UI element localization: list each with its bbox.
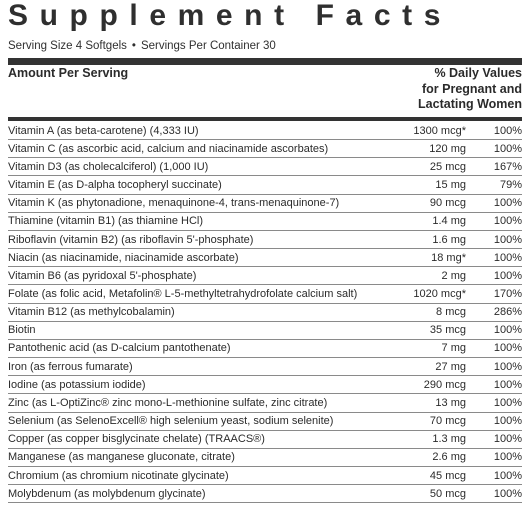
nutrient-name: Chromium (as chromium nicotinate glycinate) — [8, 469, 229, 482]
nutrient-row — [8, 304, 522, 322]
nutrient-amount: 2 mg — [441, 269, 466, 282]
nutrient-daily-value: 100% — [493, 142, 522, 155]
nutrient-amount: 1.4 mg — [432, 215, 466, 228]
nutrient-row — [8, 176, 522, 194]
nutrient-row — [8, 195, 522, 213]
nutrient-daily-value: 167% — [493, 160, 522, 173]
nutrient-daily-value: 100% — [493, 124, 522, 137]
nutrient-row — [8, 213, 522, 231]
nutrient-amount: 13 mg — [435, 396, 466, 409]
nutrient-name: Vitamin E (as D-alpha tocopheryl succinate) — [8, 179, 222, 192]
nutrient-name: Copper (as copper bisglycinate chelate) (TRAACS®) — [8, 433, 265, 446]
nutrient-daily-value: 100% — [493, 451, 522, 464]
nutrient-row — [8, 376, 522, 394]
nutrient-row — [8, 467, 522, 485]
nutrient-row — [8, 285, 522, 303]
nutrient-daily-value: 100% — [493, 269, 522, 282]
nutrient-name: Zinc (as L-OptiZinc® zinc mono-L-methionine sulfate, zinc citrate) — [8, 396, 328, 409]
nutrient-row — [8, 267, 522, 285]
nutrient-row — [8, 358, 522, 376]
nutrient-daily-value: 100% — [493, 396, 522, 409]
nutrient-amount: 1020 mcg* — [413, 287, 466, 300]
nutrient-table — [8, 122, 522, 503]
serving-info — [8, 39, 522, 55]
nutrient-amount: 50 mcg — [429, 487, 466, 500]
nutrient-name: Vitamin K (as phytonadione, menaquinone-4, trans-menaquinone-7) — [8, 197, 340, 210]
nutrient-row — [8, 485, 522, 503]
nutrient-amount: 1300 mcg* — [413, 124, 466, 137]
nutrient-daily-value: 100% — [493, 378, 522, 391]
panel-title: Supplement Facts — [8, 0, 452, 32]
nutrient-amount: 2.6 mg — [432, 451, 466, 464]
nutrient-amount: 25 mcg — [429, 160, 466, 173]
nutrient-row — [8, 249, 522, 267]
servings-per-container: Servings Per Container 30 — [140, 40, 276, 52]
nutrient-amount: 35 mcg — [429, 324, 466, 337]
nutrient-daily-value: 79% — [499, 179, 522, 192]
nutrient-name: Molybdenum (as molybdenum glycinate) — [8, 487, 206, 500]
nutrient-daily-value: 100% — [493, 469, 522, 482]
nutrient-amount: 27 mg — [435, 360, 466, 373]
nutrient-name: Selenium (as SelenoExcell® high selenium yeast, sodium selenite) — [8, 415, 334, 428]
nutrient-amount: 7 mg — [441, 342, 466, 355]
nutrient-name: Folate (as folic acid, Metafolin® L-5-methyltetrahydrofolate calcium salt) — [8, 287, 358, 300]
nutrient-row — [8, 449, 522, 467]
nutrient-daily-value: 170% — [493, 287, 522, 300]
amount-per-serving-header: Amount Per Serving — [8, 66, 129, 80]
nutrient-amount: 120 mg — [429, 142, 466, 155]
nutrient-name: Vitamin A (as beta-carotene) (4,333 IU) — [8, 124, 199, 137]
column-header — [8, 65, 522, 117]
nutrient-name: Vitamin B6 (as pyridoxal 5'-phosphate) — [8, 269, 197, 282]
nutrient-row — [8, 231, 522, 249]
nutrient-row — [8, 394, 522, 412]
thick-divider — [8, 58, 522, 65]
serving-size: Serving Size 4 Softgels — [8, 40, 127, 52]
nutrient-daily-value: 100% — [493, 360, 522, 373]
nutrient-daily-value: 100% — [493, 215, 522, 228]
nutrient-name: Riboflavin (vitamin B2) (as riboflavin 5'-phosphate) — [8, 233, 254, 246]
nutrient-daily-value: 100% — [493, 415, 522, 428]
dv-header-line: % Daily Values — [434, 66, 522, 80]
nutrient-name: Iodine (as potassium iodide) — [8, 378, 146, 391]
nutrient-amount: 90 mcg — [429, 197, 466, 210]
nutrient-daily-value: 100% — [493, 324, 522, 337]
nutrient-daily-value: 286% — [493, 306, 522, 319]
nutrient-name: Vitamin C (as ascorbic acid, calcium and niacinamide ascorbates) — [8, 142, 329, 155]
bullet-separator: • — [131, 40, 136, 52]
nutrient-daily-value: 100% — [493, 487, 522, 500]
nutrient-row — [8, 340, 522, 358]
dv-header-line: Lactating Women — [418, 97, 522, 111]
nutrient-name: Manganese (as manganese gluconate, citrate) — [8, 451, 235, 464]
nutrient-name: Thiamine (vitamin B1) (as thiamine HCl) — [8, 215, 203, 228]
nutrient-name: Vitamin B12 (as methylcobalamin) — [8, 306, 175, 319]
nutrient-name: Iron (as ferrous fumarate) — [8, 360, 133, 373]
nutrient-daily-value: 100% — [493, 233, 522, 246]
nutrient-amount: 1.3 mg — [432, 433, 466, 446]
nutrient-daily-value: 100% — [493, 433, 522, 446]
nutrient-amount: 70 mcg — [429, 415, 466, 428]
nutrient-row — [8, 122, 522, 140]
nutrient-amount: 15 mg — [435, 179, 466, 192]
nutrient-row — [8, 322, 522, 340]
nutrient-row — [8, 158, 522, 176]
nutrient-name: Niacin (as niacinamide, niacinamide ascorbate) — [8, 251, 239, 264]
nutrient-daily-value: 100% — [493, 342, 522, 355]
nutrient-amount: 45 mcg — [429, 469, 466, 482]
nutrient-amount: 8 mcg — [436, 306, 466, 319]
nutrient-amount: 1.6 mg — [432, 233, 466, 246]
nutrient-amount: 18 mg* — [431, 251, 466, 264]
nutrient-row — [8, 413, 522, 431]
medium-divider — [8, 117, 522, 121]
dv-header-line: for Pregnant and — [421, 81, 522, 96]
nutrient-daily-value: 100% — [493, 251, 522, 264]
nutrient-daily-value: 100% — [493, 197, 522, 210]
nutrient-amount: 290 mcg — [423, 378, 466, 391]
nutrient-row — [8, 431, 522, 449]
nutrient-name: Biotin — [8, 324, 36, 337]
nutrient-name: Vitamin D3 (as cholecalciferol) (1,000 IU) — [8, 160, 209, 173]
nutrient-row — [8, 140, 522, 158]
daily-value-header — [418, 66, 522, 113]
nutrient-name: Pantothenic acid (as D-calcium pantothenate) — [8, 342, 231, 355]
